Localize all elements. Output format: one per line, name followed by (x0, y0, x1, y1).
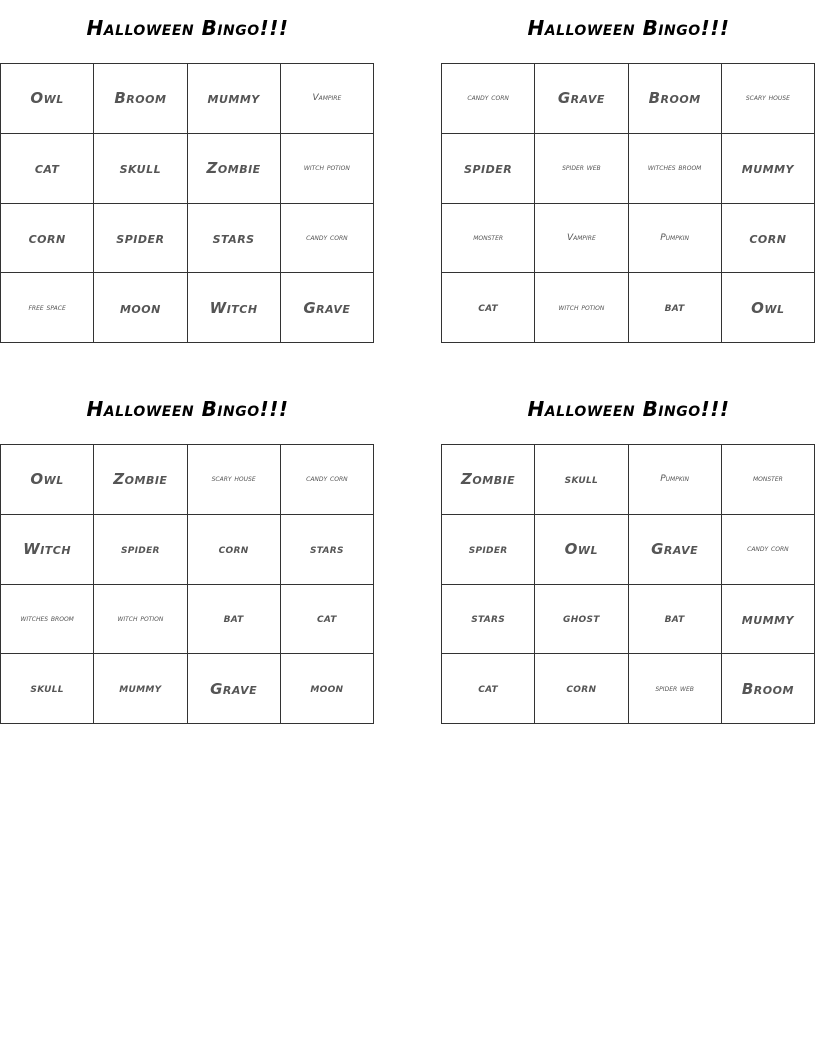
bingo-cell: corn (535, 654, 628, 724)
bingo-cell: scary house (188, 445, 281, 515)
bingo-grid (441, 63, 815, 343)
bingo-cell: Grave (535, 64, 628, 134)
bingo-cell: monster (442, 204, 535, 274)
bingo-cell: spider (442, 134, 535, 204)
bingo-cell: skull (1, 654, 94, 724)
bingo-cell: bat (629, 585, 722, 655)
bingo-cell: corn (1, 204, 94, 274)
bingo-cell: mummy (722, 585, 815, 655)
bingo-cell: Owl (1, 64, 94, 134)
bingo-cell: stars (281, 515, 374, 585)
bingo-cell: candy corn (281, 445, 374, 515)
bingo-cell: skull (94, 134, 187, 204)
bingo-cell: Owl (1, 445, 94, 515)
bingo-cell: Pumpkin (629, 204, 722, 274)
bingo-cell: witch potion (94, 585, 187, 655)
bingo-cell: spider web (629, 654, 722, 724)
card-title: Halloween Bingo!!! (86, 16, 289, 40)
bingo-cell: moon (281, 654, 374, 724)
bingo-cell: Owl (722, 273, 815, 343)
bingo-cell: Grave (188, 654, 281, 724)
bingo-cell: moon (94, 273, 187, 343)
card-title: Halloween Bingo!!! (527, 16, 730, 40)
bingo-cell: Witch (188, 273, 281, 343)
bingo-cell: Zombie (442, 445, 535, 515)
bingo-grid (0, 63, 374, 343)
bingo-cell: mummy (94, 654, 187, 724)
bingo-cell: Owl (535, 515, 628, 585)
bingo-cell: skull (535, 445, 628, 515)
bingo-cell: bat (188, 585, 281, 655)
bingo-cell: candy corn (281, 204, 374, 274)
bingo-cell: cat (442, 654, 535, 724)
bingo-cell: candy corn (442, 64, 535, 134)
bingo-cell: Grave (281, 273, 374, 343)
bingo-cell: ghost (535, 585, 628, 655)
bingo-cell: cat (442, 273, 535, 343)
bingo-cell: witches broom (629, 134, 722, 204)
bingo-cell: monster (722, 445, 815, 515)
bingo-cell: spider (94, 204, 187, 274)
bingo-cell: cat (1, 134, 94, 204)
bingo-cell: witches broom (1, 585, 94, 655)
bingo-cell: spider (94, 515, 187, 585)
bingo-cell: Witch (1, 515, 94, 585)
bingo-cell: Broom (94, 64, 187, 134)
bingo-cell: mummy (188, 64, 281, 134)
bingo-cell: Broom (722, 654, 815, 724)
bingo-cell: witch potion (281, 134, 374, 204)
bingo-cell: Zombie (188, 134, 281, 204)
bingo-cell: witch potion (535, 273, 628, 343)
bingo-cell: Grave (629, 515, 722, 585)
bingo-cell: Broom (629, 64, 722, 134)
bingo-cell: corn (722, 204, 815, 274)
bingo-cell: corn (188, 515, 281, 585)
bingo-cell: Zombie (94, 445, 187, 515)
bingo-cell: bat (629, 273, 722, 343)
bingo-cell: cat (281, 585, 374, 655)
bingo-cell: spider (442, 515, 535, 585)
bingo-cell: scary house (722, 64, 815, 134)
bingo-cell: stars (188, 204, 281, 274)
card-title: Halloween Bingo!!! (527, 397, 730, 421)
bingo-cell: Vampire (281, 64, 374, 134)
bingo-cell: Pumpkin (629, 445, 722, 515)
bingo-cell: spider web (535, 134, 628, 204)
card-title: Halloween Bingo!!! (86, 397, 289, 421)
bingo-cell: Vampire (535, 204, 628, 274)
bingo-cell: mummy (722, 134, 815, 204)
bingo-cell: candy corn (722, 515, 815, 585)
bingo-grid (441, 444, 815, 724)
bingo-cell: stars (442, 585, 535, 655)
bingo-cell: free space (1, 273, 94, 343)
bingo-grid (0, 444, 374, 724)
